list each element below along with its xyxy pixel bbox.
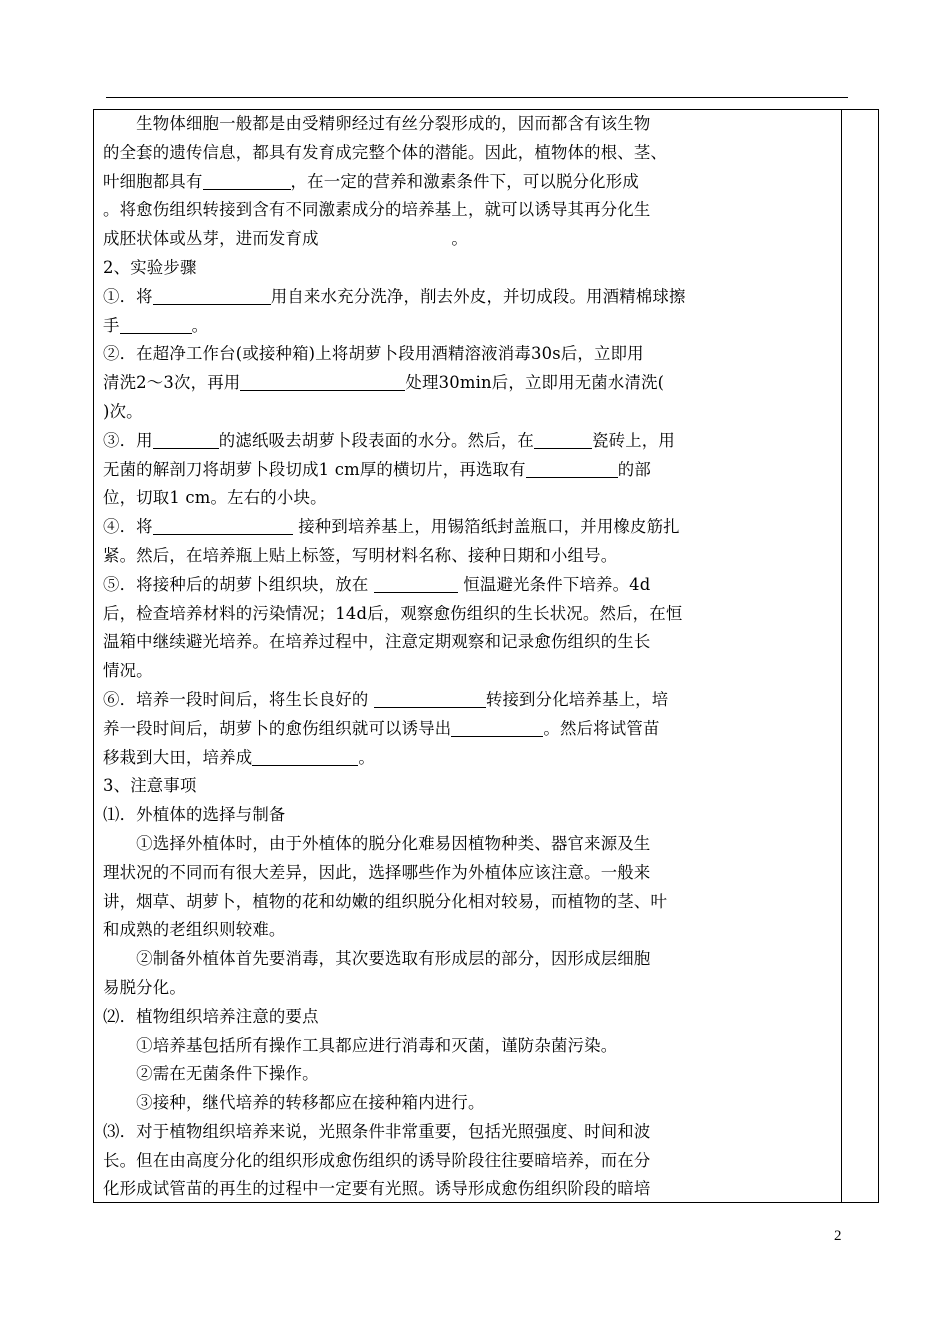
text-segment: 温箱中继续避光培养。在培养过程中，注意定期观察和记录愈伤组织的生长 [103,632,651,652]
text-segment: 生物体细胞一般都是由受精卵经过有丝分裂形成的，因而都含有该生物 [103,114,651,133]
text-line [103,225,838,254]
text-line [103,945,838,974]
text-segment: ①．将 [103,286,153,306]
text-segment: ②制备外植体首先要消毒，其次要选取有形成层的部分，因形成层细胞 [103,949,651,969]
text-segment: ③．用 [103,430,153,450]
text-segment: 3、注意事项 [103,776,197,796]
text-line [103,1089,838,1118]
text-line [103,456,838,485]
fill-in-blank [534,430,592,449]
text-segment: ④．将 [103,517,153,537]
text-segment: 的部 [617,459,651,479]
text-segment: 叶细胞都具有 [103,171,203,191]
text-line [103,657,838,686]
text-segment: 紧。然后，在培养瓶上贴上标签，写明材料名称、接种日期和小组号。 [103,545,618,565]
text-line [103,628,838,657]
text-line [103,484,838,513]
text-line [103,1060,838,1089]
document-table [93,109,879,1203]
text-line [103,427,838,456]
text-line [103,744,838,773]
page-number: 2 [834,1228,842,1244]
text-segment: ⑴．外植体的选择与制备 [103,805,286,825]
fill-in-blank [120,315,192,334]
text-line [103,312,838,341]
text-line [103,1032,838,1061]
text-line [103,1118,838,1147]
text-segment: 手 [103,315,120,335]
text-segment: 。将愈伤组织转接到含有不同激素成分的培养基上，就可以诱导其再分化生 [103,200,651,220]
text-segment: 后，检查培养材料的污染情况；14d后，观察愈伤组织的生长状况。然后，在恒 [103,603,683,623]
text-line [103,830,838,859]
column-divider [841,110,842,1202]
text-segment: ②需在无菌条件下操作。 [103,1064,319,1084]
text-segment: 瓷砖上，用 [592,430,675,450]
text-segment: 理状况的不同而有很大差异，因此，选择哪些作为外植体应该注意。一般来 [103,862,651,882]
text-segment: ②．在超净工作台(或接种箱)上将胡萝卜段用酒精溶液消毒30s后，立即用 [103,344,644,364]
text-segment: 情况。 [103,661,153,681]
text-line [103,168,838,197]
text-line [103,801,838,830]
text-segment: 讲，烟草、胡萝卜，植物的花和幼嫩的组织脱分化相对较易，而植物的茎、叶 [103,891,668,911]
text-line [103,542,838,571]
text-segment: ③接种，继代培养的转移都应在接种箱内进行。 [103,1093,485,1113]
text-line [103,110,838,139]
text-cell [103,110,838,1204]
text-line [103,715,838,744]
fill-in-blank [374,689,486,708]
text-line [103,1147,838,1176]
fill-in-blank [526,459,618,478]
text-line [103,888,838,917]
text-line [103,1003,838,1032]
fill-in-blank [252,747,358,766]
text-line [103,369,838,398]
text-line [103,686,838,715]
text-segment: 移栽到大田，培养成 [103,747,253,767]
text-segment: 。 [358,747,375,767]
text-segment: 转接到分化培养基上，培 [485,689,669,709]
text-line [103,196,838,225]
text-segment: 易脱分化。 [103,977,186,997]
text-segment: ⑶．对于植物组织培养来说，光照条件非常重要，包括光照强度、时间和波 [103,1121,651,1141]
text-line [103,772,838,801]
text-segment: ①培养基包括所有操作工具都应进行消毒和灭菌，谨防杂菌污染。 [103,1035,618,1055]
fill-in-blank [374,574,458,593]
text-segment: 。然后将试管苗 [543,718,660,738]
text-segment: 2、实验步骤 [103,257,197,277]
text-line [103,859,838,888]
text-line [103,254,838,283]
text-segment: ，在一定的营养和激素条件下，可以脱分化形成 [290,171,639,191]
header-rule [106,97,848,98]
fill-in-blank [451,718,543,737]
text-line [103,571,838,600]
text-segment: 的全套的遗传信息，都具有发育成完整个体的潜能。因此，植物体的根、茎、 [103,142,668,162]
text-segment: 化形成试管苗的再生的过程中一定要有光照。诱导形成愈伤组织阶段的暗培 [103,1179,651,1199]
text-line [103,139,838,168]
text-segment: ⑥．培养一段时间后，将生长良好的 [103,689,374,709]
text-segment: 位，切取1 cm。左右的小块。 [103,488,327,508]
text-line [103,974,838,1003]
text-line [103,283,838,312]
text-segment: 和成熟的老组织则较难。 [103,920,286,940]
text-segment: )次。 [103,401,143,421]
text-line [103,398,838,427]
text-segment: 处理30min后，立即用无菌水清洗( [405,373,665,393]
text-line [103,340,838,369]
text-segment: ⑤．将接种后的胡萝卜组织块，放在 [103,574,374,594]
fill-in-blank [153,430,219,449]
text-line [103,600,838,629]
text-segment: 恒温避光条件下培养。4d [457,574,651,594]
fill-in-blank [203,171,291,190]
fill-in-blank [153,286,271,305]
text-segment: 用自来水充分洗净，削去外皮，并切成段。用酒精棉球擦 [270,286,686,306]
text-segment: 成胚状体或丛芽，进而发育成 。 [103,229,468,249]
text-line [103,513,838,542]
fill-in-blank [153,516,293,535]
text-segment: ⑵．植物组织培养注意的要点 [103,1006,319,1026]
text-segment: 。 [191,315,209,335]
text-segment: 接种到培养基上，用锡箔纸封盖瓶口，并用橡皮筋扎 [292,517,680,537]
text-segment: 的滤纸吸去胡萝卜段表面的水分。然后，在 [218,430,535,450]
text-segment: 养一段时间后，胡萝卜的愈伤组织就可以诱导出 [103,718,452,738]
text-line [103,1175,838,1204]
text-segment: 长。但在由高度分化的组织形成愈伤组织的诱导阶段往往要暗培养，而在分 [103,1150,651,1170]
text-segment: 无菌的解剖刀将胡萝卜段切成1 cm厚的横切片，再选取有 [103,459,526,479]
text-line [103,916,838,945]
text-segment: 清洗2～3次，再用 [103,373,241,393]
fill-in-blank [240,372,405,391]
text-segment: ①选择外植体时，由于外植体的脱分化难易因植物种类、器官来源及生 [103,833,651,853]
